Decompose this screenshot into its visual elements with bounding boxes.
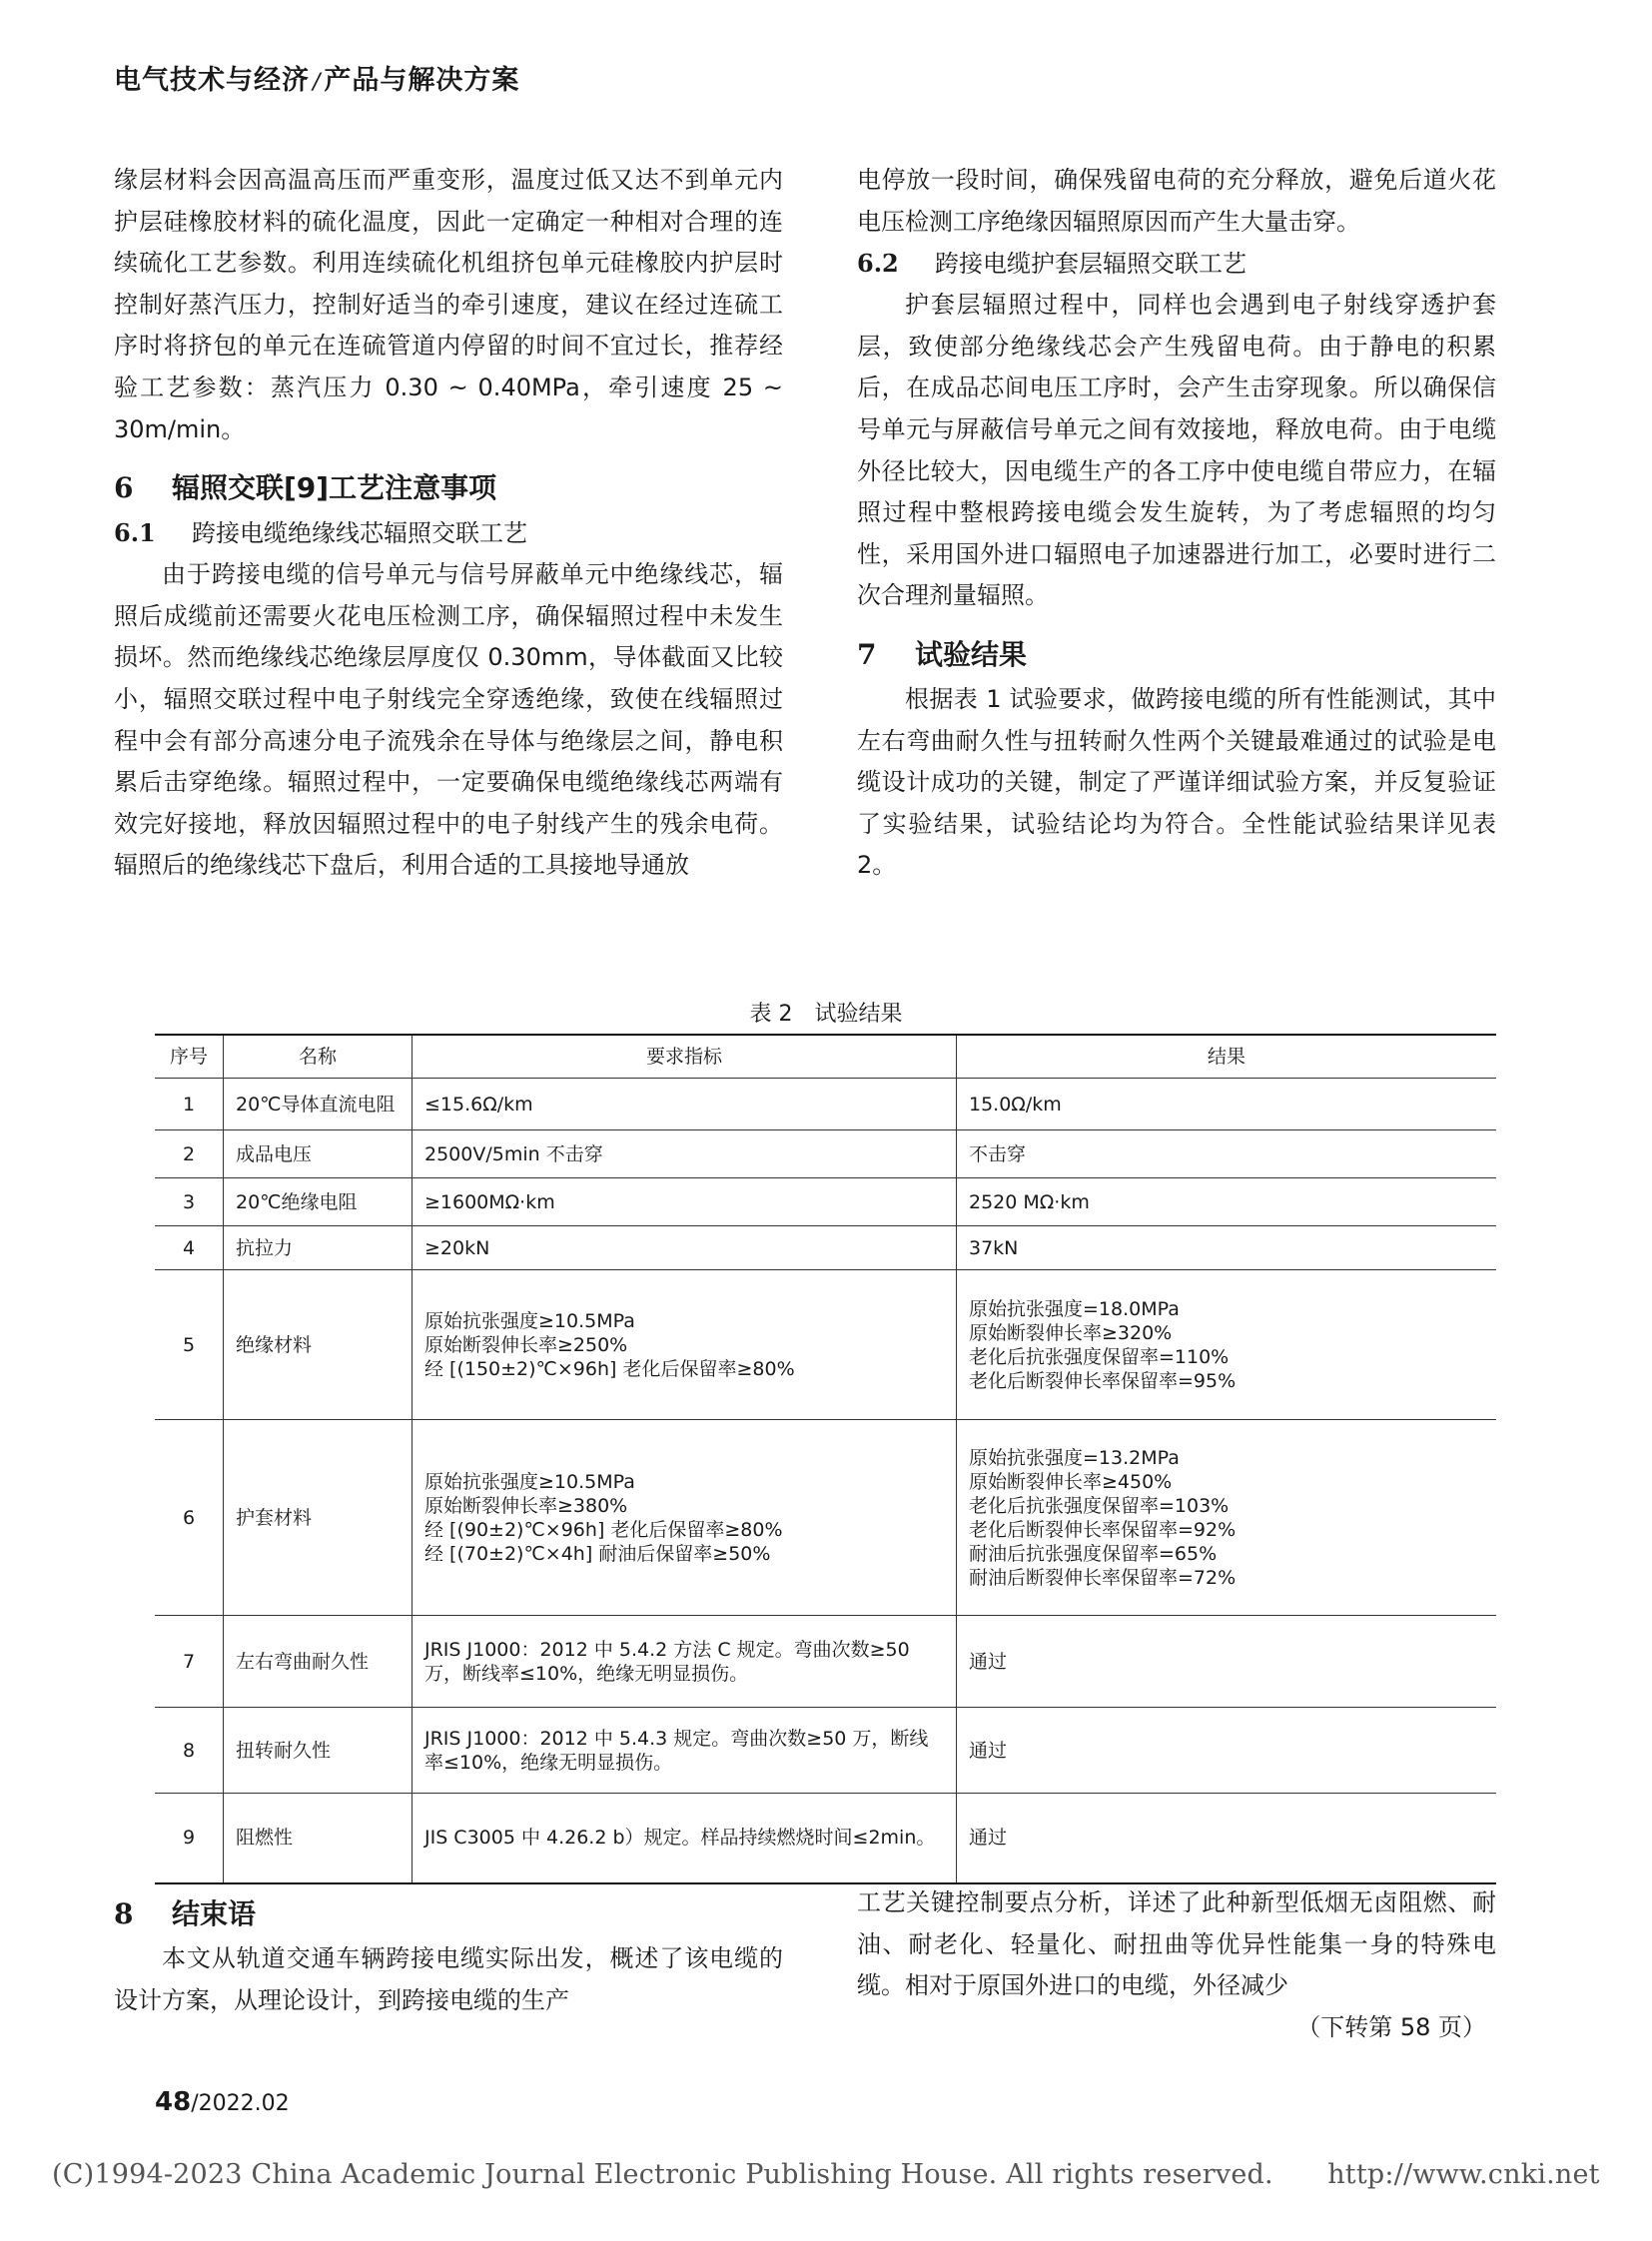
right-column — [857, 160, 1496, 887]
result-line: 老化后抗张强度保留率=103% — [969, 1494, 1230, 1517]
header-separator: / — [313, 70, 322, 95]
cell-result — [957, 1130, 1497, 1178]
requirement-line: 原始抗张强度≥10.5MPa — [424, 1309, 635, 1332]
cell-result — [957, 1270, 1497, 1420]
cell-requirement — [413, 1794, 957, 1883]
cell-no: 5 — [155, 1270, 224, 1420]
result-line: 37kN — [969, 1236, 1019, 1259]
subsection-heading-6-2 — [857, 243, 1496, 285]
cell-result — [957, 1420, 1497, 1616]
cell-no: 7 — [155, 1616, 224, 1708]
table-row — [155, 1130, 1496, 1178]
cell-requirement — [413, 1178, 957, 1226]
cell-name: 成品电压 — [224, 1130, 413, 1178]
journal-header — [114, 58, 519, 97]
requirement-line: ≤15.6Ω/km — [424, 1093, 533, 1116]
result-line: 原始抗张强度=18.0MPa — [969, 1297, 1180, 1320]
header-requirement: 要求指标 — [413, 1035, 957, 1079]
requirement-line: 经 [(150±2)℃×96h] 老化后保留率≥80% — [424, 1357, 795, 1380]
cell-name: 绝缘材料 — [224, 1270, 413, 1420]
cell-no: 6 — [155, 1420, 224, 1616]
result-line: 原始断裂伸长率≥320% — [969, 1321, 1173, 1344]
cell-no: 9 — [155, 1794, 224, 1883]
paragraph-continuation: 工艺关键控制要点分析，详述了此种新型低烟无卤阻燃、耐油、耐老化、轻量化、耐扭曲等优异性能集一身的特殊电缆。相对于原国外进口的电缆，外径减少 — [857, 1888, 1496, 2000]
cell-requirement — [413, 1270, 957, 1420]
section-number: 8 — [114, 1897, 134, 1930]
result-line: 老化后断裂伸长率保留率=95% — [969, 1369, 1237, 1392]
paragraph-continuation: 缘层材料会因高温高压而严重变形，温度过低又达不到单元内护层硅橡胶材料的硫化温度，因此一定确定一种相对合理的连续硫化工艺参数。利用连续硫化机组挤包单元硅橡胶内护层时控制好蒸汽压力，控制好适当的牵引速度，建议在经过连硫工序时将挤包的单元在连硫管道内停留的时间不宜过长，推荐经验工艺参数：蒸汽压力 0.30 ~ 0.40MPa，牵引速度 25 ~ 30m/min。 — [114, 166, 783, 443]
requirement-line: 2500V/5min 不击穿 — [424, 1142, 603, 1165]
subsection-title: 跨接电缆绝缘线芯辐照交联工艺 — [192, 519, 527, 548]
requirement-line: 原始断裂伸长率≥380% — [424, 1494, 628, 1517]
table-row — [155, 1794, 1496, 1883]
cell-requirement — [413, 1130, 957, 1178]
section-heading-7 — [857, 631, 1496, 679]
cell-requirement — [413, 1079, 957, 1130]
section-name: 产品与解决方案 — [324, 65, 520, 96]
cell-name: 20℃导体直流电阻 — [224, 1079, 413, 1130]
result-line: 耐油后抗张强度保留率=65% — [969, 1542, 1218, 1565]
section-number: 7 — [857, 637, 877, 671]
requirement-line: JRIS J1000：2012 中 5.4.2 方法 C 规定。弯曲次数≥50 万，断线率≤10%，绝缘无明显损伤。 — [424, 1638, 910, 1685]
copyright-notice: (C)1994-2023 China Academic Journal Electronic Publishing House. All rights reserved. http://www.cnki.net — [52, 2159, 1600, 2190]
section-heading-8 — [114, 1890, 783, 1938]
requirement-line: JRIS J1000：2012 中 5.4.3 规定。弯曲次数≥50 万，断线率≤10%，绝缘无明显损伤。 — [424, 1727, 929, 1774]
cell-result — [957, 1616, 1497, 1708]
paragraph: 护套层辐照过程中，同样也会遇到电子射线穿透护套层，致使部分绝缘线芯会产生残留电荷。由于静电的积累后，在成品芯间电压工序时，会产生击穿现象。所以确保信号单元与屏蔽信号单元之间有效接地，释放电荷。由于电缆外径比较大，因电缆生产的各工序中使电缆自带应力，在辐照过程中整根跨接电缆会发生旋转，为了考虑辐照的均匀性，采用国外进口辐照电子加速器进行加工，必要时进行二次合理剂量辐照。 — [857, 291, 1496, 610]
left-column — [114, 160, 783, 887]
table-row — [155, 1708, 1496, 1794]
header-name: 名称 — [224, 1035, 413, 1079]
cell-requirement — [413, 1616, 957, 1708]
table-row — [155, 1420, 1496, 1616]
issue-date: /2022.02 — [191, 2091, 290, 2116]
cell-name: 抗拉力 — [224, 1226, 413, 1270]
cell-no: 4 — [155, 1226, 224, 1270]
table-row — [155, 1178, 1496, 1226]
continuation-note: （下转第 58 页） — [1296, 2012, 1486, 2041]
cell-no: 8 — [155, 1708, 224, 1794]
requirement-line: ≥1600MΩ·km — [424, 1190, 555, 1213]
result-line: 通过 — [969, 1739, 1008, 1762]
results-table — [155, 1034, 1496, 1884]
cell-no: 3 — [155, 1178, 224, 1226]
cell-name: 左右弯曲耐久性 — [224, 1616, 413, 1708]
result-line: 不击穿 — [969, 1142, 1027, 1165]
cell-name: 阻燃性 — [224, 1794, 413, 1883]
cell-result — [957, 1794, 1497, 1883]
section-number: 6 — [114, 471, 134, 505]
cell-name: 20℃绝缘电阻 — [224, 1178, 413, 1226]
requirement-line: JIS C3005 中 4.26.2 b）规定。样品持续燃烧时间≤2min。 — [424, 1827, 936, 1850]
result-line: 15.0Ω/km — [969, 1093, 1062, 1116]
subsection-number: 6.2 — [857, 249, 899, 279]
journal-name: 电气技术与经济 — [114, 65, 310, 96]
paragraph: 本文从轨道交通车辆跨接电缆实际出发，概述了该电缆的设计方案，从理论设计，到跨接电缆的生产 — [114, 1944, 783, 2014]
bottom-right-column — [857, 1882, 1496, 2048]
requirement-line: 原始抗张强度≥10.5MPa — [424, 1470, 635, 1493]
cell-name: 护套材料 — [224, 1420, 413, 1616]
section-heading-6 — [114, 464, 783, 512]
table-header-row — [155, 1035, 1496, 1079]
paragraph: 由于跨接电缆的信号单元与信号屏蔽单元中绝缘线芯，辐照后成缆前还需要火花电压检测工序，确保辐照过程中未发生损坏。然而绝缘线芯绝缘层厚度仅 0.30mm，导体截面又比较小，辐照交联过程中电子射线完全穿透绝缘，致使在线辐照过程中会有部分高速分电子流残余在导体与绝缘层之间，静电积累后击穿绝缘。辐照过程中，一定要确保电缆绝缘线芯两端有效完好接地，释放因辐照过程中的电子射线产生的残余电荷。辐照后的绝缘线芯下盘后，利用合适的工具接地导通放 — [114, 560, 783, 880]
cell-result — [957, 1178, 1497, 1226]
cell-no: 2 — [155, 1130, 224, 1178]
table-row — [155, 1616, 1496, 1708]
section-title: 试验结果 — [915, 637, 1028, 671]
requirement-line: 原始断裂伸长率≥250% — [424, 1333, 628, 1356]
result-line: 耐油后断裂伸长率保留率=72% — [969, 1566, 1237, 1589]
header-result: 结果 — [957, 1035, 1497, 1079]
section-title: 辐照交联[9]工艺注意事项 — [172, 471, 497, 505]
result-line: 2520 MΩ·km — [969, 1190, 1090, 1213]
cell-requirement — [413, 1420, 957, 1616]
page-number: 48 — [155, 2087, 192, 2117]
cell-no: 1 — [155, 1079, 224, 1130]
table-caption: 表 2 试验结果 — [749, 1002, 903, 1027]
table-row — [155, 1226, 1496, 1270]
result-line: 通过 — [969, 1650, 1008, 1673]
result-line: 原始抗张强度=13.2MPa — [969, 1446, 1180, 1469]
subsection-number: 6.1 — [114, 518, 156, 548]
requirement-line: 经 [(70±2)℃×4h] 耐油后保留率≥50% — [424, 1542, 771, 1565]
cell-requirement — [413, 1708, 957, 1794]
result-line: 通过 — [969, 1827, 1008, 1850]
result-line: 原始断裂伸长率≥450% — [969, 1470, 1173, 1493]
header-no: 序号 — [155, 1035, 224, 1079]
cell-requirement — [413, 1226, 957, 1270]
subsection-title: 跨接电缆护套层辐照交联工艺 — [935, 250, 1246, 279]
table-row — [155, 1079, 1496, 1130]
table-row — [155, 1270, 1496, 1420]
requirement-line: 经 [(90±2)℃×96h] 老化后保留率≥80% — [424, 1518, 783, 1541]
paragraph-continuation: 电停放一段时间，确保残留电荷的充分释放，避免后道火花电压检测工序绝缘因辐照原因而产生大量击穿。 — [857, 166, 1496, 236]
result-line: 老化后断裂伸长率保留率=92% — [969, 1518, 1237, 1541]
section-title: 结束语 — [172, 1897, 257, 1930]
cell-result — [957, 1708, 1497, 1794]
bottom-left-column — [114, 1882, 783, 2021]
result-line: 老化后抗张强度保留率=110% — [969, 1345, 1230, 1368]
cell-result — [957, 1079, 1497, 1130]
subsection-heading-6-1 — [114, 512, 783, 554]
page-footer — [155, 2087, 290, 2117]
cell-name: 扭转耐久性 — [224, 1708, 413, 1794]
requirement-line: ≥20kN — [424, 1236, 490, 1259]
paragraph: 根据表 1 试验要求，做跨接电缆的所有性能测试，其中左右弯曲耐久性与扭转耐久性两个关键最难通过的试验是电缆设计成功的关键，制定了严谨详细试验方案，并反复验证了实验结果，试验结论均为符合。全性能试验结果详见表 2。 — [857, 684, 1496, 880]
cell-result — [957, 1226, 1497, 1270]
